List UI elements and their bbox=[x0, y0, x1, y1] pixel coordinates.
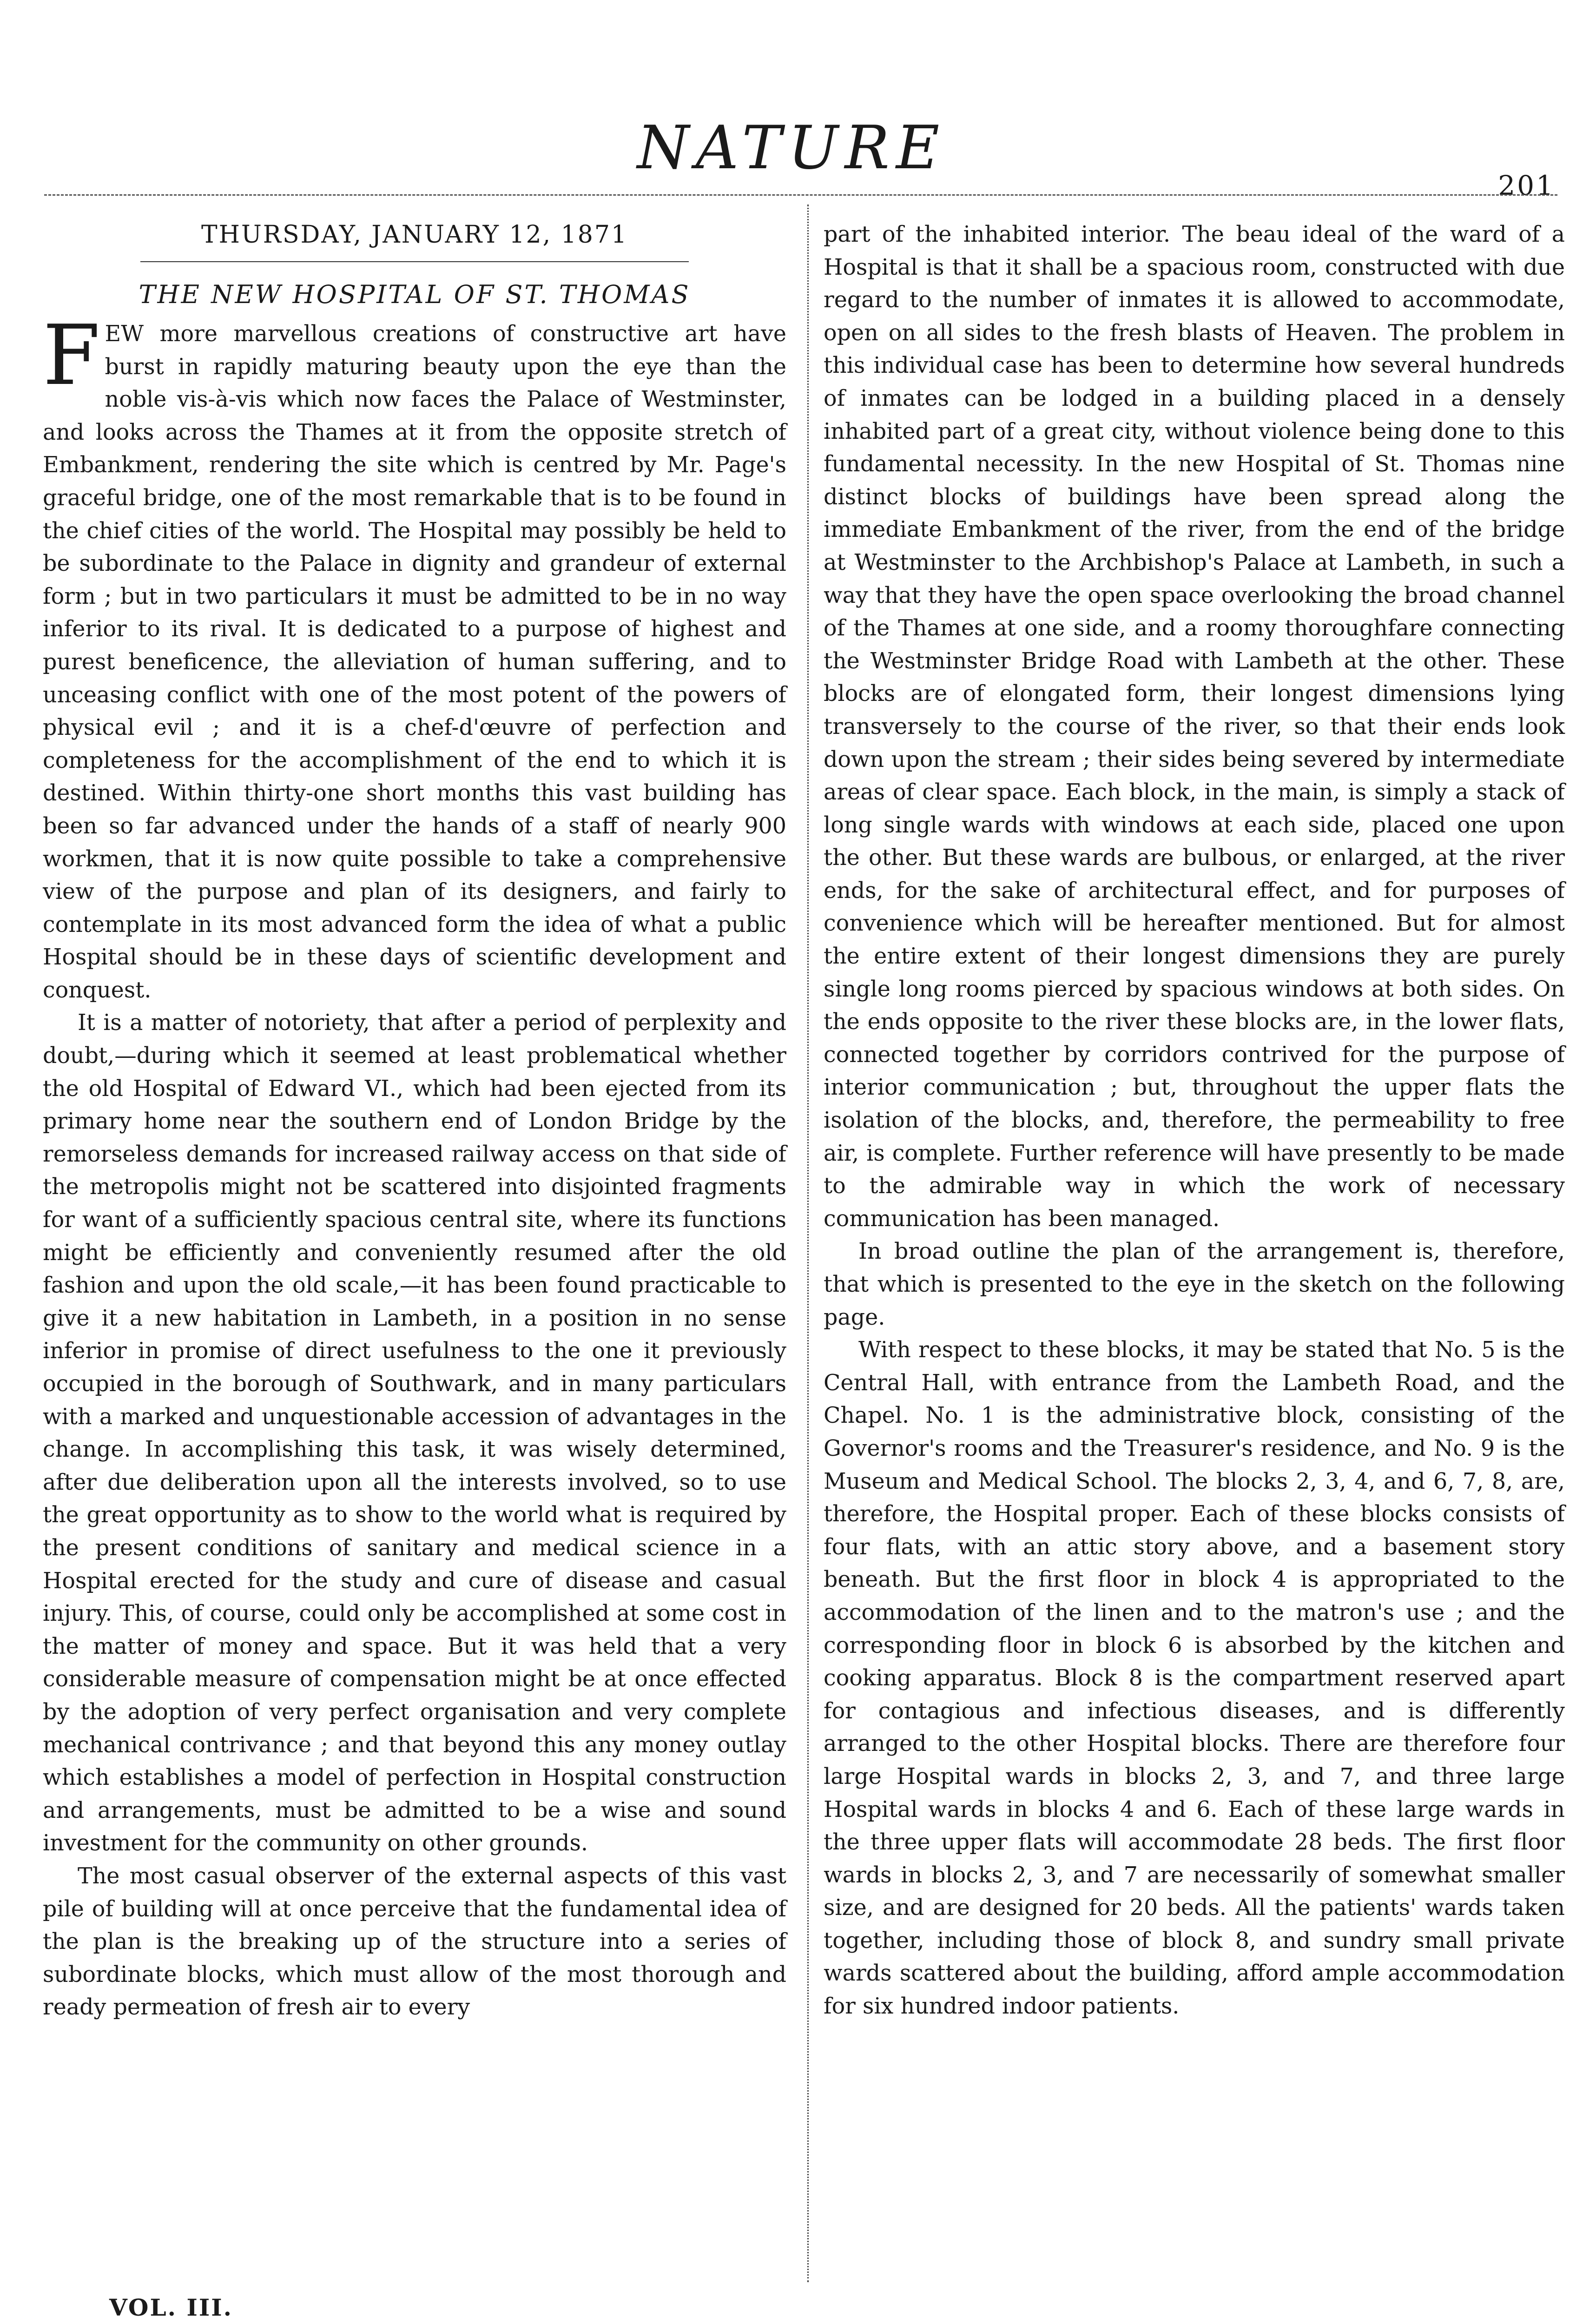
article-paragraph: The most casual observer of the external aspects of this vast pile of building will at once perceive that the fundamental idea of the plan is the breaking up of the structure into a series of subordinate blocks, which must allow of the most thorough and ready permeation of fresh air to every bbox=[43, 1863, 786, 2020]
header-rule bbox=[44, 194, 1557, 196]
article-headline: THE NEW HOSPITAL OF ST. THOMAS bbox=[139, 280, 691, 309]
issue-date: THURSDAY, JANUARY 12, 1871 bbox=[201, 221, 628, 249]
article-paragraph: With respect to these blocks, it may be stated that No. 5 is the Central Hall, with entrance from the Lambeth Road, and the Chapel. No. 1 is the administrative block, consisting of the Governor's rooms and the Treasurer's residence, and No. 9 is the Museum and Medical School. The blocks 2, 3, 4, and 6, 7, 8, are, therefore, the Hospital proper. Each of these blocks consists of four flats, with an attic story above, and a basement story beneath. But the first floor in block 4 is appropriated to the accommodation of the linen and to the matron's use ; and the corresponding floor in block 6 is absorbed by the kitchen and cooking apparatus. Block 8 is the compartment reserved apart for contagious and infectious diseases, and is differently arranged to the other Hospital blocks. There are therefore four large Hospital wards in blocks 2, 3, and 7, and three large Hospital wards in blocks 4 and 6. Each of these large wards in the three upper flats will accommodate 28 beds. The first floor wards in blocks 2, 3, and 7 are necessarily of somewhat smaller size, and are designed for 20 beds. All the patients' wards taken together, including those of block 8, and sundry small private wards scattered about the building, afford ample accommodation for six hundred indoor patients. bbox=[824, 1337, 1565, 2020]
article-paragraph: It is a matter of notoriety, that after a period of perplexity and doubt,—during which it seemed at least problematical whether the old Hospital of Edward VI., which had been ejected from its primary home near the southern end of London Bridge by the remorseless demands for increased railway access on that side of the metropolis might not be scattered into disjointed fragments for want of a sufficiently spacious central site, where its functions might be efficiently and conveniently resumed after the old fashion and upon the old scale,—it has been found practicable to give it a new habitation in Lambeth, in a position in no sense inferior in promise of direct usefulness to the one it previously occupied in the borough of Southwark, and in many particulars with a marked and unquestionable accession of advantages in the change. In accomplishing this task, it was wisely determined, after due deliberation upon all the interests involved, so to use the great opportunity as to show to the world what is required by the present conditions of sanitary and medical science in a Hospital erected for the study and cure of disease and casual injury. This, of course, could only be accomplished at some cost in the matter of money and space. But it was held that a very considerable measure of compensation might be at once effected by the adoption of very perfect organisation and very complete mechanical contrivance ; and that beyond this any money outlay which establishes a model of perfection in Hospital construction and arrangements, must be admitted to be a wise and sound investment for the community on other grounds. bbox=[43, 1010, 786, 1856]
paragraph-text: EW more marvellous creations of constructive art have burst in rapidly maturing beauty upon the eye than the noble vis-à-vis which now faces the Palace of Westminster, and looks across the Thames at it from the opposite stretch of Embankment, rendering the site which is centred by Mr. Page's graceful bridge, one of the most remarkable that is to be found in the chief cities of the world. The Hospital may possibly be held to be subordinate to the Palace in dignity and grandeur of external form ; but in two particulars it must be admitted to be in no way inferior to its rival. It is dedicated to a purpose of highest and purest beneficence, the alleviation of human suffering, and to unceasing conflict with one of the most potent of the powers of physical evil ; and it is a chef-d'œuvre of perfection and completeness for the accomplishment of the end to which it is destined. Within thirty-one short months this vast building has been so far advanced under the hands of a staff of nearly 900 workmen, that it is now quite possible to take a comprehensive view of the purpose and plan of its designers, and fairly to contemplate in its most advanced form the idea of what a public Hospital should be in these days of scientific development and conquest. bbox=[43, 321, 786, 1003]
article-paragraph bbox=[43, 307, 786, 1007]
date-rule bbox=[140, 261, 689, 262]
right-column bbox=[824, 218, 1565, 2023]
column-divider bbox=[807, 205, 809, 2282]
article-paragraph: In broad outline the plan of the arrangement is, therefore, that which is presented to the eye in the sketch on the following page. bbox=[824, 1239, 1565, 1330]
volume-label: VOL. III. bbox=[109, 2294, 233, 2321]
left-column bbox=[43, 218, 786, 2024]
article-paragraph: part of the inhabited interior. The beau ideal of the ward of a Hospital is that it shall be a spacious room, constructed with due regard to the number of inmates it is allowed to accommodate, open on all sides to the fresh blasts of Heaven. The problem in this individual case has been to determine how several hundreds of inmates can be lodged in a building placed in a densely inhabited part of a great city, without violence being done to this fundamental necessity. In the new Hospital of St. Thomas nine distinct blocks of buildings have been spread along the immediate Embankment of the river, from the end of the bridge at Westminster to the Archbishop's Palace at Lambeth, in such a way that they have the open space overlooking the broad channel of the Thames at one side, and a roomy thoroughfare connecting the Westminster Bridge Road with Lambeth at the other. These blocks are of elongated form, their longest dimensions lying transversely to the course of the river, so that their ends look down upon the stream ; their sides being severed by intermediate areas of clear space. Each block, in the main, is simply a stack of long single wards with windows at each side, placed one upon the other. But these wards are bulbous, or enlarged, at the river ends, for the sake of architectural effect, and for purposes of convenience which will be hereafter mentioned. But for almost the entire extent of their longest dimensions they are purely single long rooms pierced by spacious windows at both sides. On the ends opposite to the river these blocks are, in the lower flats, connected together by corridors contrived for the purpose of interior communication ; but, throughout the upper flats the isolation of the blocks, and, therefore, the permeability to free air, is complete. Further reference will have presently to be made to the admirable way in which the work of necessary communication has been managed. bbox=[824, 222, 1565, 1232]
journal-masthead: NATURE bbox=[637, 113, 946, 183]
drop-cap: F bbox=[43, 307, 100, 403]
page-number: 201 bbox=[1498, 170, 1555, 201]
